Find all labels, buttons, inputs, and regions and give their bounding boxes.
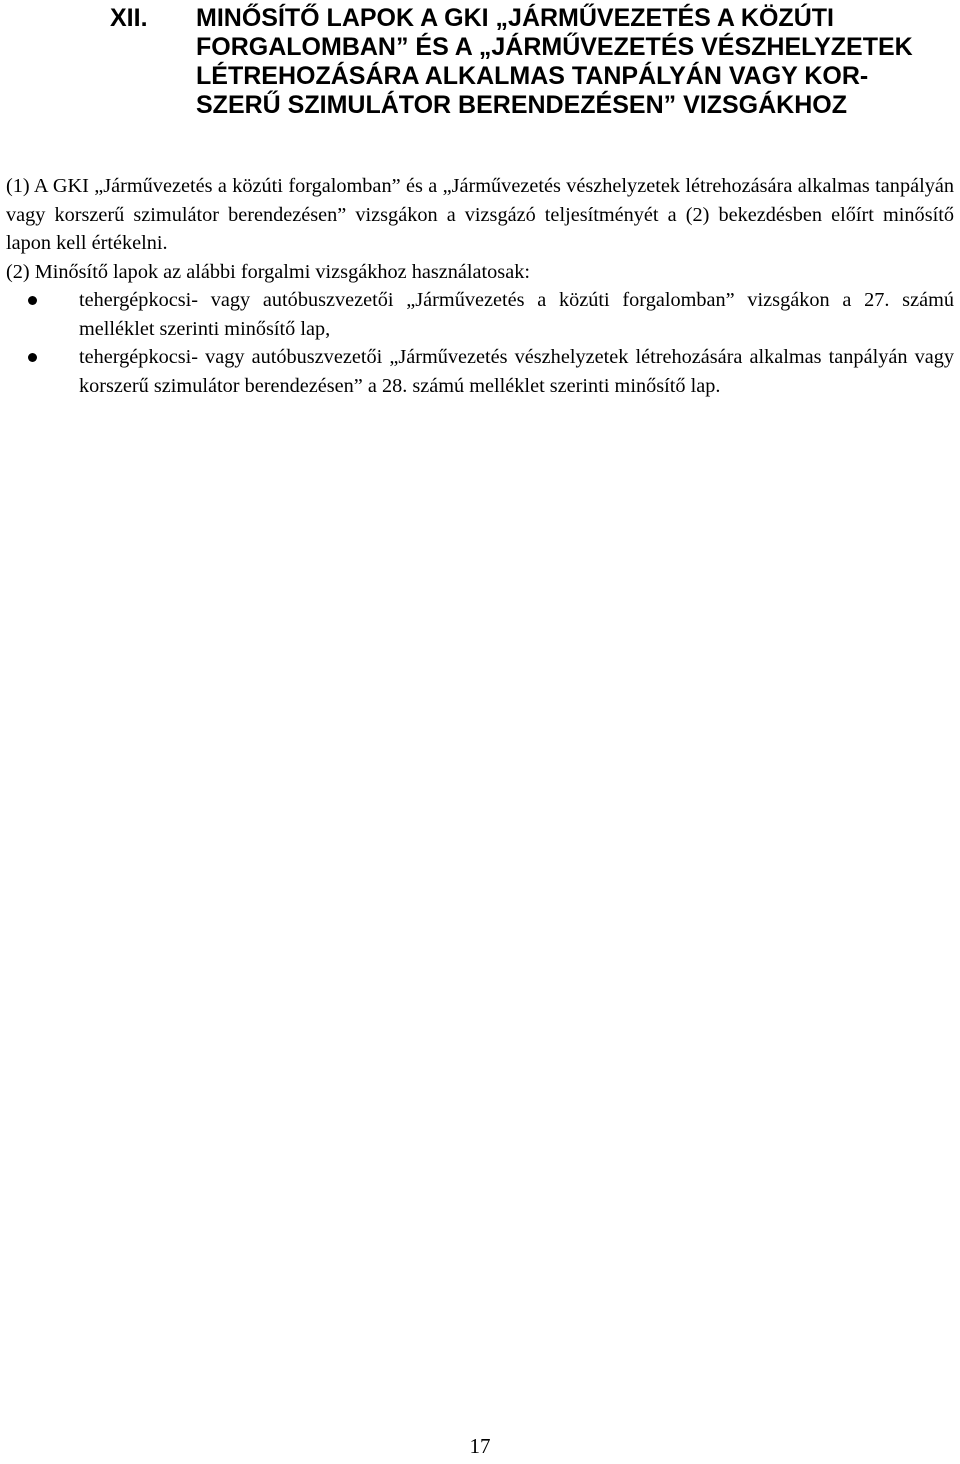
section-title-line: SZERŰ SZIMULÁTOR BERENDEZÉSEN” VIZSGÁKHOZ [196,91,847,119]
list-item-text: tehergépkocsi- vagy autóbuszvezetői „Járművezetés a közúti forgalomban” vizsgákon a 27. számú melléklet szerinti minősítő lap, [79,289,954,340]
bullet-icon [28,296,37,305]
section-title-line: FORGALOMBAN” ÉS A „JÁRMŰVEZETÉS VÉSZHELYZETEK [196,33,913,61]
body-text [6,172,954,400]
bullet-list [6,286,954,400]
section-title-line: MINŐSÍTŐ LAPOK A GKI „JÁRMŰVEZETÉS A KÖZÚTI [196,4,834,32]
bullet-icon [28,353,37,362]
list-item [6,343,954,400]
section-number: XII. [110,4,148,32]
list-item-text: tehergépkocsi- vagy autóbuszvezetői „Járművezetés vészhelyzetek létrehozására alkalmas tanpályán vagy korszerű szimulátor berendezésen” a 28. számú melléklet szerinti minősítő lap. [79,346,954,397]
paragraph-1: (1) A GKI „Járművezetés a közúti forgalomban” és a „Járművezetés vészhelyzetek létrehozására alkalmas tanpályán vagy korszerű szimulátor berendezésen” vizsgákon a vizsgázó teljesítményét a (2) bekezdésben előírt minősítő lapon kell értékelni. [6,175,954,254]
list-item [6,286,954,343]
paragraph-2: (2) Minősítő lapok az alábbi forgalmi vizsgákhoz használatosak: [6,260,530,283]
section-title [196,4,913,120]
page-number: 17 [469,1434,491,1458]
section-title-line: LÉTREHOZÁSÁRA ALKALMAS TANPÁLYÁN VAGY KOR- [196,62,869,90]
